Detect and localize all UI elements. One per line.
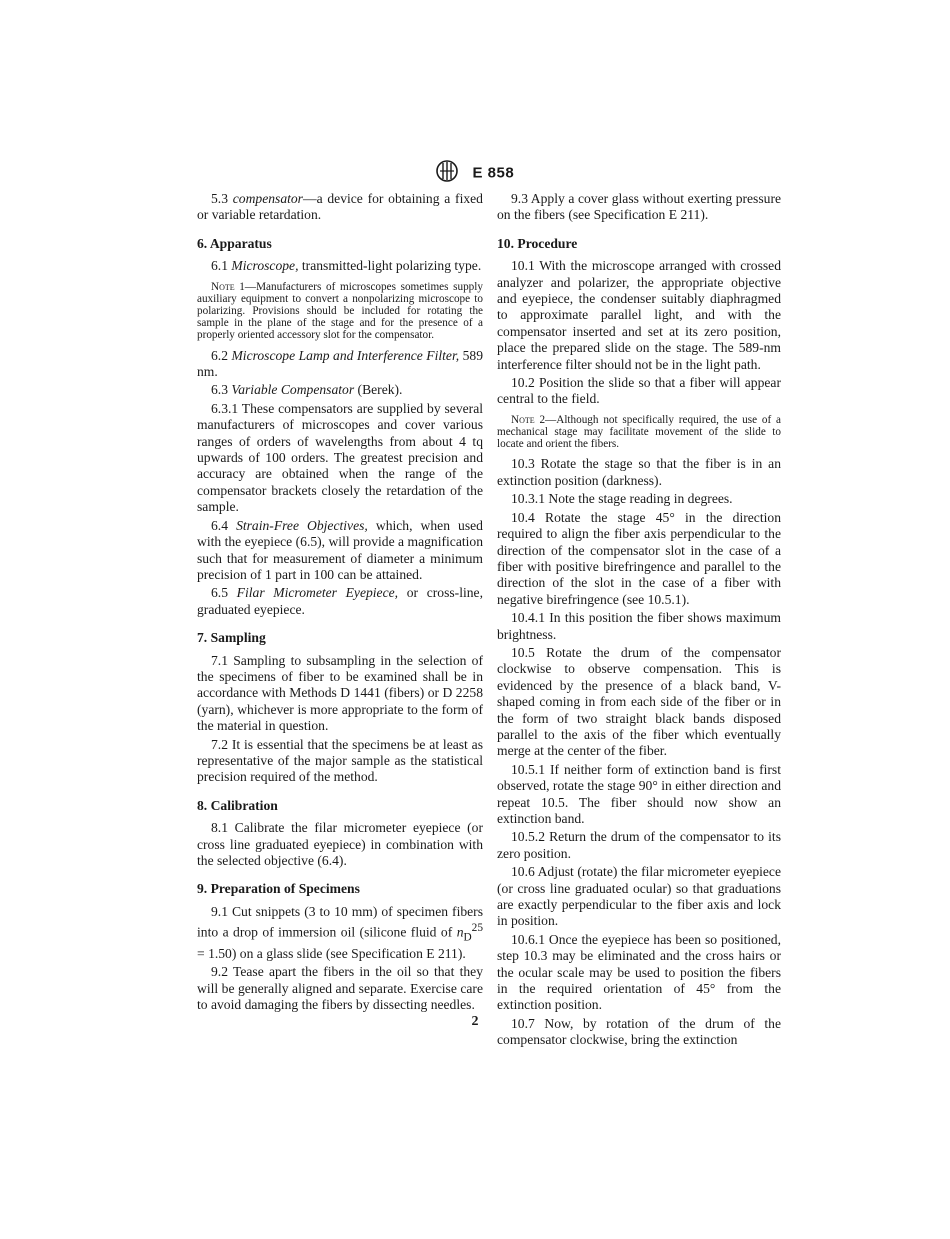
paragraph-10-4-1: 10.4.1 In this position the fiber shows maximum brightness. bbox=[497, 610, 781, 642]
paragraph-9-2: 9.2 Tease apart the fibers in the oil so that they will be generally aligned and separate. Exercise care to avoid damaging the fibers by dissecting needles. bbox=[197, 964, 483, 1013]
paragraph-10-5: 10.5 Rotate the drum of the compensator clockwise to observe compensation. This is evidenced by the presence of a black band, V-shaped coming in from each side of the fiber or in the form of two straight black bands disposed parallel to the axis of the fiber which eventually merge at the center of the fiber. bbox=[497, 644, 781, 759]
page-number: 2 bbox=[471, 1014, 479, 1029]
paragraph-9-3: 9.3 Apply a cover glass without exerting pressure on the fibers (see Specification E 211). bbox=[497, 191, 781, 223]
paragraph-10-3-1: 10.3.1 Note the stage reading in degrees. bbox=[511, 491, 733, 507]
paragraph-7-2: 7.2 It is essential that the specimens be at least as representative of the major sample as the statistical precision required of the method. bbox=[197, 736, 483, 785]
section-7-heading: 7. Sampling bbox=[197, 630, 266, 646]
paragraph-6-3-1: 6.3.1 These compensators are supplied by several manufacturers of microscopes and cover various ranges of orders of wavelengths from about 4 tq upwards of 100 orders. The greatest precision and accuracy are obtained when the range of the compensator brackets closely the retardation of the sample. bbox=[197, 400, 483, 515]
paragraph-10-6-1: 10.6.1 Once the eyepiece has been so positioned, step 10.3 may be eliminated and the cross hairs or the ocular scale may be used to position the fibers in the required orientation of 45° from the extinction position. bbox=[497, 931, 781, 1013]
left-column bbox=[197, 191, 483, 1016]
standard-number: E 858 bbox=[472, 164, 515, 182]
paragraph-8-1: 8.1 Calibrate the filar micrometer eyepiece (or cross line graduated eyepiece) in combination with the selected objective (6.4). bbox=[197, 820, 483, 869]
paragraph-10-7: 10.7 Now, by rotation of the drum of the compensator clockwise, bring the extinction bbox=[497, 1015, 781, 1048]
page-header bbox=[0, 160, 950, 186]
astm-logo-icon bbox=[436, 160, 458, 186]
paragraph-10-4: 10.4 Rotate the stage 45° in the direction required to align the fiber axis perpendicular to the direction of the compensator slot in the case of a fiber with positive birefringence and parallel to the direction of the slot in the case of a fiber with negative birefringence (see 10.5.1). bbox=[497, 509, 781, 607]
paragraph-10-5-1: 10.5.1 If neither form of extinction band is first observed, rotate the stage 90° in either direction and repeat 10.5. The fiber should now show an extinction band. bbox=[497, 761, 781, 827]
paragraph-5-3: 5.3 compensator—a device for obtaining a fixed or variable retardation. bbox=[197, 191, 483, 223]
paragraph-10-6: 10.6 Adjust (rotate) the filar micrometer eyepiece (or cross line graduated ocular) so that graduations are exactly perpendicular to the fiber axis and lock in position. bbox=[497, 864, 781, 929]
paragraph-10-2: 10.2 Position the slide so that a fiber will appear central to the field. bbox=[497, 375, 781, 407]
section-9-heading: 9. Preparation of Specimens bbox=[197, 881, 360, 897]
note-1: Note 1—Manufacturers of microscopes sometimes supply auxiliary equipment to convert a nonpolarizing microscope to polarizing. Provisions should be included for rotating the sample in the plane of the stage and for the presence of a properly oriented accessory slot for the compensator. bbox=[197, 280, 483, 342]
paragraph-10-5-2: 10.5.2 Return the drum of the compensator to its zero position. bbox=[497, 829, 781, 861]
paragraph-6-4: 6.4 Strain-Free Objectives, which, when used with the eyepiece (6.5), will provide a magnification such that for measurement of diameter a minimum precision of 1 part in 100 can be attained. bbox=[197, 517, 483, 582]
paragraph-9-1: 9.1 Cut snippets (3 to 10 mm) of specimen fibers into a drop of immersion oil (silicone fluid of $n_D^{25} = 1.50$) on a glass slide (see Specification E 211). bbox=[197, 903, 483, 961]
section-8-heading: 8. Calibration bbox=[197, 797, 278, 813]
note-2: Note 2—Although not specifically required, the use of a mechanical stage may facilitate movement of the slide to locate and orient the fibers. bbox=[497, 413, 781, 451]
right-column bbox=[497, 191, 781, 1051]
paragraph-6-5: 6.5 Filar Micrometer Eyepiece, or cross-line, graduated eyepiece. bbox=[197, 585, 483, 617]
paragraph-6-2: 6.2 Microscope Lamp and Interference Filter, 589 nm. bbox=[197, 347, 483, 380]
paragraph-6-1: 6.1 Microscope, transmitted-light polarizing type. bbox=[211, 258, 482, 274]
paragraph-7-1: 7.1 Sampling to subsampling in the selection of the specimens of fiber to be examined shall be in accordance with Methods D 1441 (fibers) or D 2258 (yarn), whichever is more appropriate to the form of the material in question. bbox=[197, 652, 483, 734]
section-10-heading: 10. Procedure bbox=[497, 235, 578, 251]
paragraph-10-3: 10.3 Rotate the stage so that the fiber is in an extinction position (darkness). bbox=[497, 456, 781, 488]
section-6-heading: 6. Apparatus bbox=[197, 235, 272, 251]
paragraph-6-3: 6.3 Variable Compensator (Berek). bbox=[211, 382, 403, 398]
paragraph-10-1: 10.1 With the microscope arranged with crossed analyzer and polarizer, the appropriate objective and eyepiece, the condenser suitably diaphragmed to approximate parallel light, and with the compensator inserted and set at its zero position, place the prepared slide on the stage. The 589-nm interference filter should not be in the light path. bbox=[497, 258, 781, 372]
